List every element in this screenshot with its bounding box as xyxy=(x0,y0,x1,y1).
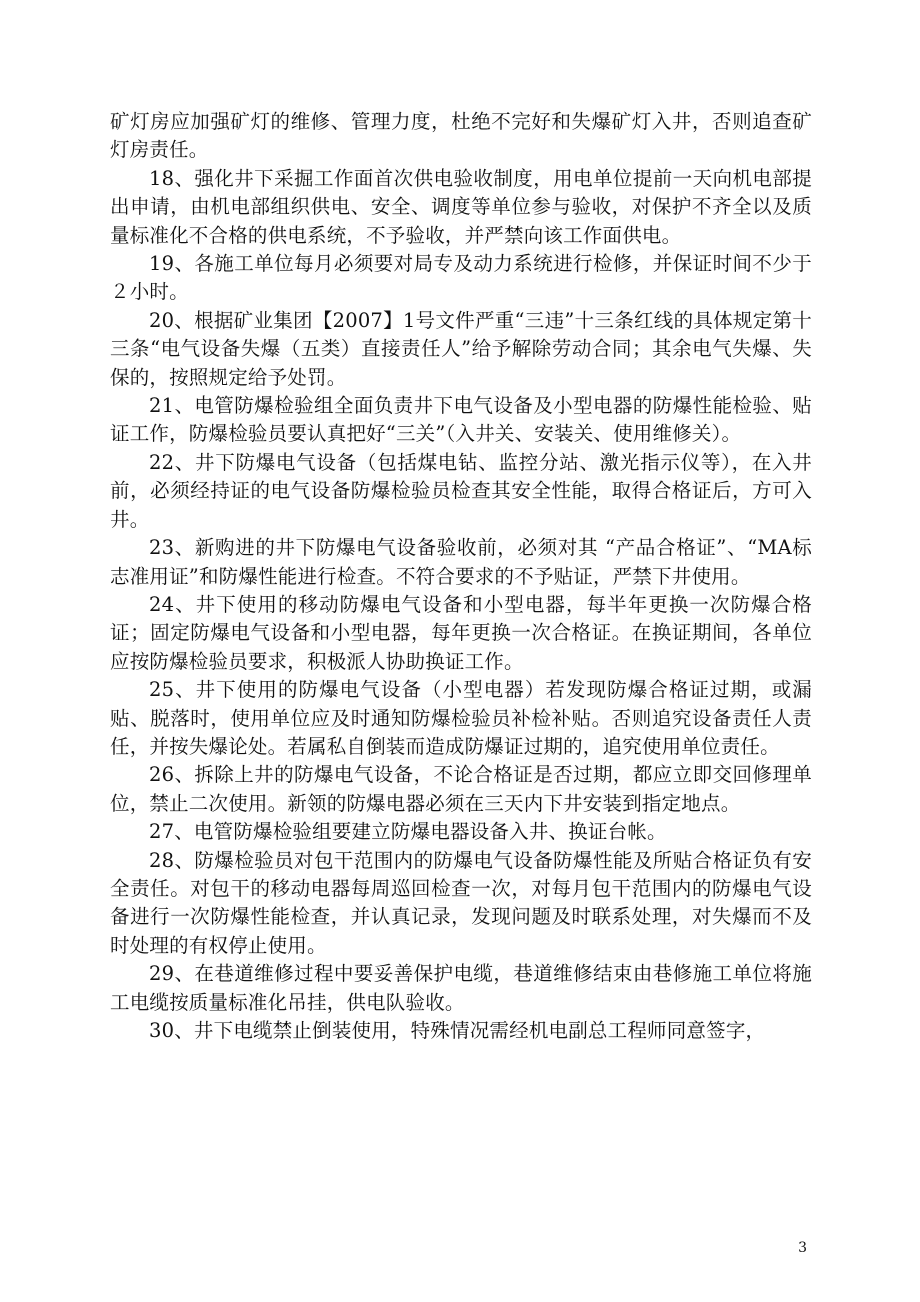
paragraph-continued: 矿灯房应加强矿灯的维修、管理力度，杜绝不完好和失爆矿灯入井，否则追查矿灯房责任。 xyxy=(110,110,812,162)
paragraph-item-27: 27、电管防爆检验组要建立防爆电器设备入井、换证台帐。 xyxy=(149,820,667,844)
paragraph-item-29: 29、在巷道维修过程中要妥善保护电缆，巷道维修结束由巷修施工单位将施工电缆按质量标准化吊挂，供电队验收。 xyxy=(110,962,812,1014)
paragraph-item-30: 30、井下电缆禁止倒装使用，特殊情况需经机电副总工程师同意签字， xyxy=(149,1019,766,1042)
paragraph-item-26: 26、拆除上井的防爆电气设备，不论合格证是否过期，都应立即交回修理单位，禁止二次使用。新领的防爆电器必须在三天内下井安装到指定地点。 xyxy=(110,763,812,815)
paragraph-item-19: 19、各施工单位每月必须要对局专及动力系统进行检修，并保证时间不少于２小时。 xyxy=(110,252,812,304)
paragraph-item-23: 23、新购进的井下防爆电气设备验收前，必须对其 “产品合格证”、“MA标志准用证”和防爆性能进行检查。不符合要求的不予贴证，严禁下井使用。 xyxy=(110,536,812,588)
paragraph-item-21: 21、电管防爆检验组全面负责井下电气设备及小型电器的防爆性能检验、贴证工作，防爆检验员要认真把好“三关”（入井关、安装关、使用维修关）。 xyxy=(110,394,812,446)
paragraph-item-25: 25、井下使用的防爆电气设备（小型电器）若发现防爆合格证过期，或漏贴、脱落时，使用单位应及时通知防爆检验员补检补贴。否则追究设备责任人责任，并按失爆论处。若属私自倒装而造成防爆证过期的，追究使用单位责任。 xyxy=(110,678,812,758)
paragraph-item-24: 24、井下使用的移动防爆电气设备和小型电器，每半年更换一次防爆合格证；固定防爆电气设备和小型电器，每年更换一次合格证。在换证期间，各单位应按防爆检验员要求，积极派人协助换证工作。 xyxy=(110,592,812,673)
paragraph-item-22: 22、井下防爆电气设备（包括煤电钻、监控分站、激光指示仪等），在入井前，必须经持证的电气设备防爆检验员检查其安全性能，取得合格证后，方可入井。 xyxy=(110,450,812,531)
paragraph-item-18: 18、强化井下采掘工作面首次供电验收制度，用电单位提前一天向机电部提出申请，由机电部组织供电、安全、调度等单位参与验收，对保护不齐全以及质量标准化不合格的供电系统，不予验收，并严禁向该工作面供电。 xyxy=(110,166,812,247)
page-number: 3 xyxy=(798,1240,807,1256)
paragraph-item-20: 20、根据矿业集团【2007】1号文件严重“三违”十三条红线的具体规定第十三条“电气设备失爆（五类）直接责任人”给予解除劳动合同；其余电气失爆、失保的，按照规定给予处罚。 xyxy=(110,308,812,389)
paragraph-item-28: 28、防爆检验员对包干范围内的防爆电气设备防爆性能及所贴合格证负有安全责任。对包干的移动电器每周巡回检查一次，对每月包干范围内的防爆电气设备进行一次防爆性能检查，并认真记录，发现问题及时联系处理，对失爆而不及时处理的有权停止使用。 xyxy=(110,848,812,957)
body-text xyxy=(110,108,812,1045)
